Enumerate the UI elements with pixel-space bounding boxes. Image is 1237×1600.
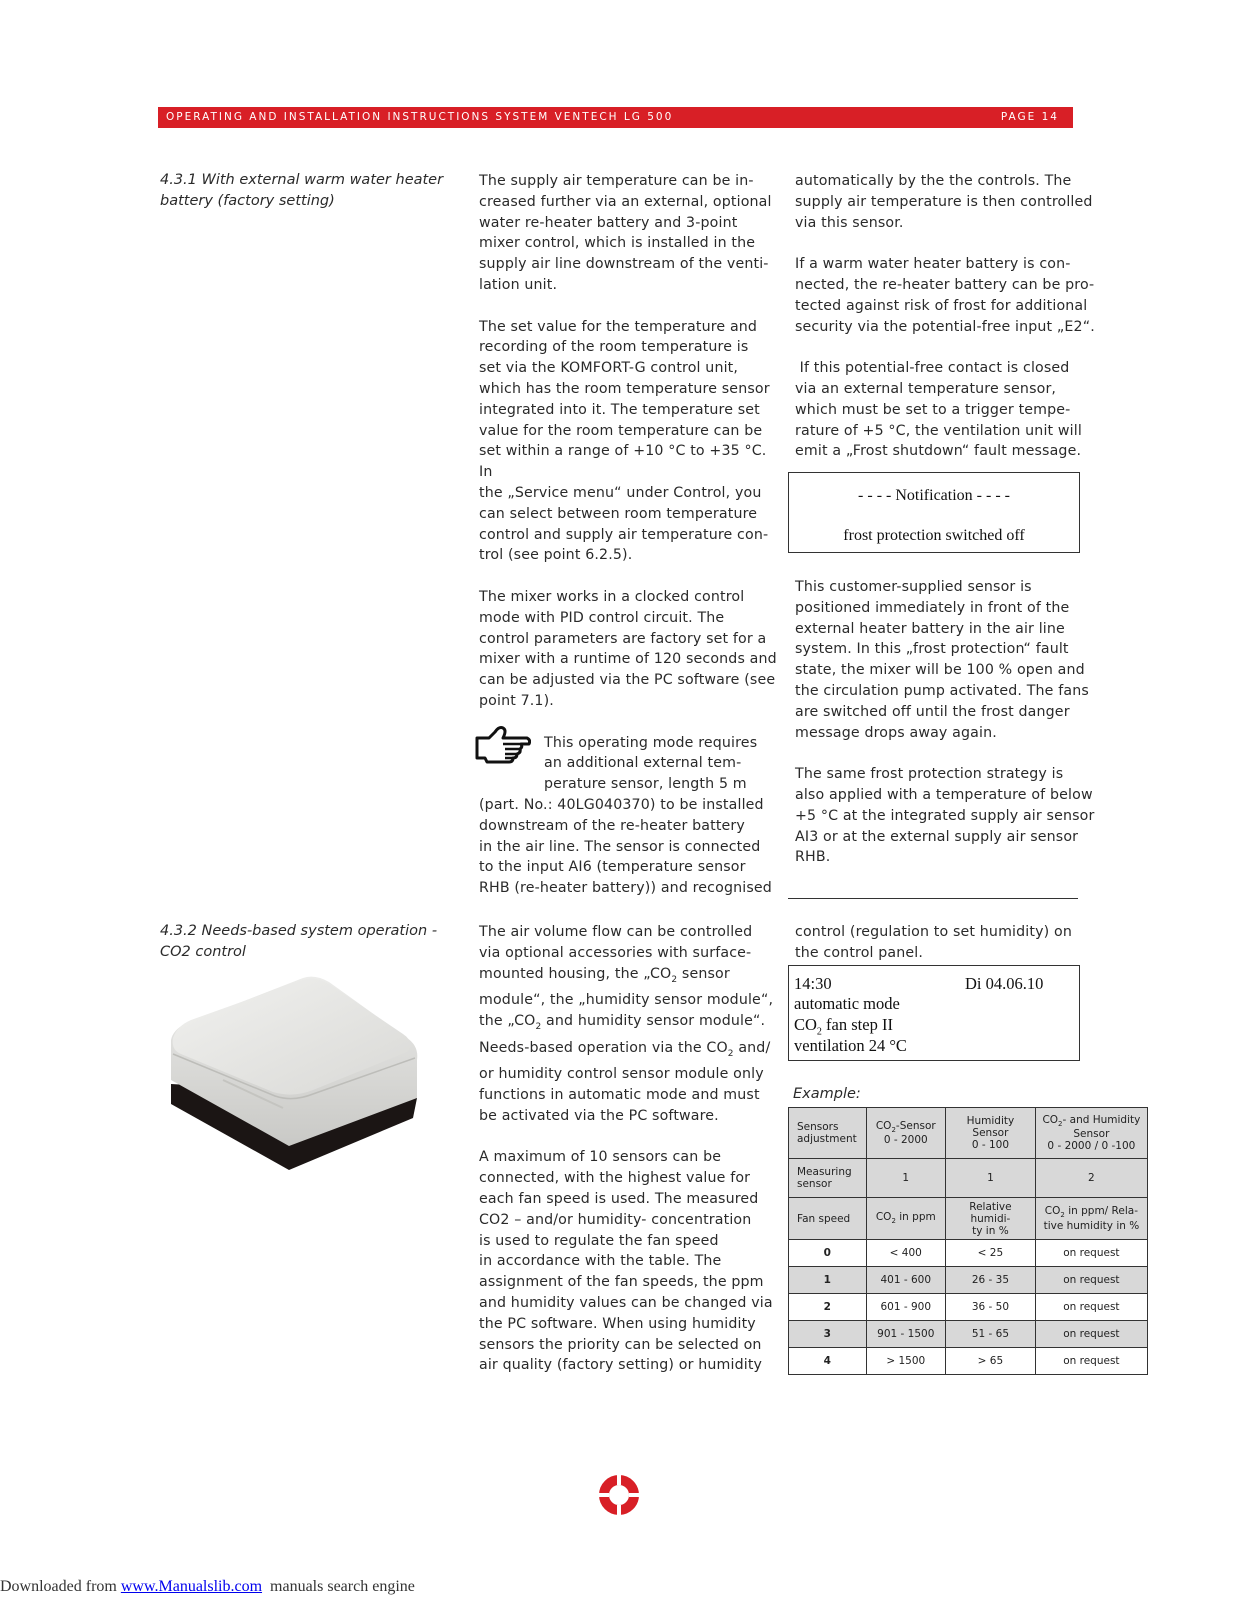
table-cell: $CO_2-$ and Humidity Sensor 0 - 2000 / 0 -100 <box>1035 1108 1147 1159</box>
table-cell: 1 <box>866 1159 946 1198</box>
section-title-line: battery (factory setting) <box>160 193 335 209</box>
note-paragraph: This operating mode requires an additional external tem- perature sensor, length 5 m (part. No.: 40LG040370) to be installed downstream of the re-heater battery in the air line. The sensor is connected to the input AI6 (temperature sensor RHB (re-heater battery)) and recognised <box>479 734 772 897</box>
table-cell: on request <box>1035 1348 1147 1375</box>
table-cell: on request <box>1035 1321 1147 1348</box>
download-footer: Downloaded from www.Manualslib.com manuals search engine <box>0 1578 415 1595</box>
manualslib-link[interactable]: www.Manualslib.com <box>120 1578 263 1595</box>
paragraph: The air volume flow can be controlled via optional accessories with surface- mounted housing, the $„CO_2$ sensor module“, the „humidity sensor module“, the $„CO_2$ and humidity sensor module“. Needs-based operation via the $CO_2$ and/ or humidity control sensor module only functions in automatic mode and must be activated via the PC software. <box>479 924 774 1124</box>
display-date: Di 04.06.10 <box>965 974 1044 993</box>
table-cell: 2 <box>1035 1159 1147 1198</box>
sensor-module-image <box>163 968 425 1171</box>
paragraph: The mixer works in a clocked control mode with PID control circuit. The control parameters are factory set for a mixer with a runtime of 120 seconds and can be adjusted via the PC software (see point 7.1). <box>479 588 777 709</box>
lifebuoy-logo-icon <box>598 1474 640 1516</box>
table-cell: $CO_2$ in ppm <box>866 1198 946 1240</box>
table-cell: 0 <box>789 1240 867 1267</box>
notification-title: - - - - Notification - - - - <box>858 487 1010 504</box>
table-cell: $CO_2$ in ppm/ Rela- tive humidity in % <box>1035 1198 1147 1240</box>
table-cell: > 65 <box>946 1348 1036 1375</box>
paragraph: The same frost protection strategy is also applied with a temperature of below +5 °C at the integrated supply air sensor AI3 or at the external supply air sensor RHB. <box>795 766 1095 866</box>
paragraph: automatically by the the controls. The supply air temperature is then controlled via this sensor. <box>795 173 1093 231</box>
header-title: OPERATING AND INSTALLATION INSTRUCTIONS SYSTEM VENTECH LG 500 <box>166 111 674 123</box>
paragraph: The supply air temperature can be in- creased further via an external, optional water re-heater battery and 3-point mixer control, which is installed in the supply air line downstream of the venti- lation unit. <box>479 173 772 293</box>
pointing-hand-icon <box>473 720 531 766</box>
paragraph: If this potential-free contact is closed via an external temperature sensor, which must be set to a trigger tempe- rature of +5 °C, the ventilation unit will emit a „Frost shutdown“ fault message. <box>795 360 1082 460</box>
fan-speed-table <box>788 1107 1148 1375</box>
table-cell: $CO_2$-Sensor 0 - 2000 <box>866 1108 946 1159</box>
table-header-row <box>789 1108 1148 1159</box>
table-cell: 4 <box>789 1348 867 1375</box>
table-cell: > 1500 <box>866 1348 946 1375</box>
section-title-4-3-2 <box>160 921 437 963</box>
table-cell: 601 - 900 <box>866 1294 946 1321</box>
section1-column2 <box>479 171 779 899</box>
table-cell: < 25 <box>946 1240 1036 1267</box>
table-cell: Sensors adjustment <box>789 1108 867 1159</box>
table-row <box>789 1348 1148 1375</box>
section-divider <box>788 898 1078 899</box>
table-cell: Humidity Sensor 0 - 100 <box>946 1108 1036 1159</box>
table-cell: on request <box>1035 1240 1147 1267</box>
section-title-line: 4.3.2 Needs-based system operation - <box>160 923 438 939</box>
header-bar <box>158 107 1073 128</box>
table-row <box>789 1321 1148 1348</box>
table-cell: 1 <box>789 1267 867 1294</box>
paragraph: control (regulation to set humidity) on the control panel. <box>795 924 1072 961</box>
table-cell: < 400 <box>866 1240 946 1267</box>
display-mode: automatic mode <box>794 994 900 1013</box>
table-cell: 36 - 50 <box>946 1294 1036 1321</box>
section2-column2 <box>479 922 779 1376</box>
paragraph: If a warm water heater battery is con- nected, the re-heater battery can be pro- tected against risk of frost for additional security via the potential-free input „E2“. <box>795 256 1095 335</box>
section2-column3 <box>795 922 1095 964</box>
paragraph: This customer-supplied sensor is positioned immediately in front of the external heater battery in the air line system. In this „frost protection“ fault state, the mixer will be 100 % open and the circulation pump activated. The fans are switched off until the frost danger message drops away again. <box>795 579 1089 741</box>
table-row <box>789 1294 1148 1321</box>
table-cell: Fan speed <box>789 1198 867 1240</box>
table-row <box>789 1267 1148 1294</box>
table-cell: on request <box>1035 1267 1147 1294</box>
table-row <box>789 1240 1148 1267</box>
example-label: Example: <box>793 1086 861 1102</box>
table-cell: Measuring sensor <box>789 1159 867 1198</box>
display-ventilation: ventilation 24 °C <box>794 1036 907 1055</box>
table-header-row <box>789 1159 1148 1198</box>
table-cell: 3 <box>789 1321 867 1348</box>
section-title-4-3-1 <box>160 170 443 212</box>
table-cell: 901 - 1500 <box>866 1321 946 1348</box>
paragraph: The set value for the temperature and recording of the room temperature is set via the KOMFORT-G control unit, which has the room temperature sensor integrated into it. The temperature set value for the room temperature can be set within a range of +10 °C to +35 °C. In the „Service menu“ under Control, you can select between room temperature control and supply air temperature con- trol (see point 6.2.5). <box>479 318 770 564</box>
table-cell: 2 <box>789 1294 867 1321</box>
table-header-row <box>789 1198 1148 1240</box>
notification-box <box>788 472 1080 553</box>
table-cell: Relative humidi- ty in % <box>946 1198 1036 1240</box>
table-cell: 26 - 35 <box>946 1267 1036 1294</box>
table-cell: 1 <box>946 1159 1036 1198</box>
table-cell: 401 - 600 <box>866 1267 946 1294</box>
notification-message: frost protection switched off <box>843 527 1025 544</box>
table-cell: 51 - 65 <box>946 1321 1036 1348</box>
display-time: 14:30 <box>794 974 832 993</box>
section-title-line: 4.3.1 With external warm water heater <box>160 172 444 188</box>
page-number: PAGE 14 <box>1000 111 1059 123</box>
section1-column3 <box>795 171 1095 462</box>
paragraph: A maximum of 10 sensors can be connected, with the highest value for each fan speed is used. The measured CO2 – and/or humidity- concentration is used to regulate the fan speed in accordance with the table. The assignment of the fan speeds, the ppm and humidity values can be changed via the PC software. When using humidity sensors the priority can be selected on air quality (factory setting) or humidity <box>479 1149 773 1374</box>
table-cell: on request <box>1035 1294 1147 1321</box>
section-title-line: CO2 control <box>160 944 246 960</box>
section1-column3-lower <box>795 577 1095 868</box>
control-panel-display <box>788 965 1080 1061</box>
display-fan-step: $CO_2$ fan step II <box>794 1015 893 1038</box>
